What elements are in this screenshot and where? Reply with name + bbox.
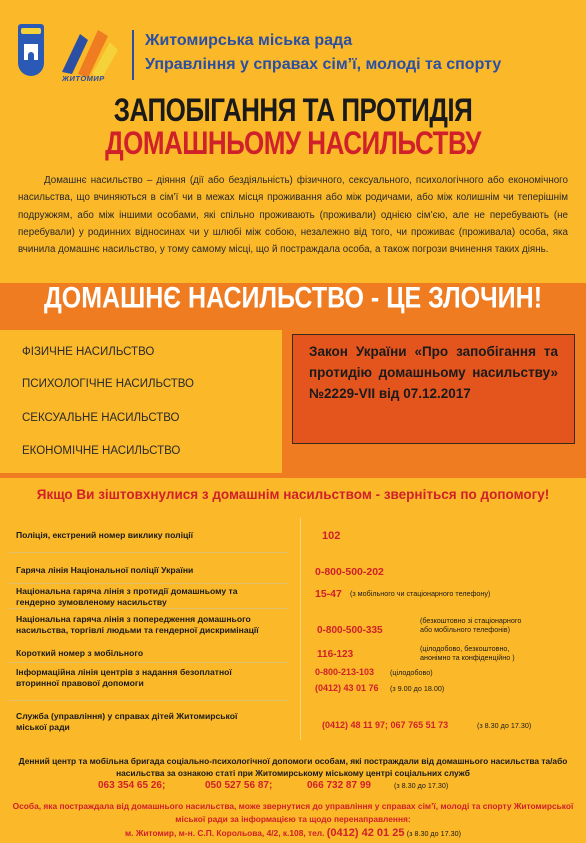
day-center-phone-2[interactable]: 050 527 56 87; [205,780,273,791]
row-divider [8,700,288,701]
national-label: Національна гаряча лінія з протидії домашньому та гендерно зумовленому насильству [16,586,238,607]
npu-label: Гаряча лінія Національної поліції України [16,565,194,575]
legal-aid-note: (цілодобово) [390,668,433,677]
prevention-phone[interactable]: 0-800-500-335 [317,625,383,636]
header-divider [132,30,134,80]
legal-aid-label: Інформаційна лінія центрів з надання безоплатної вторинної правової допомоги [16,667,232,688]
address-text: м. Житомир, м-н. С.П. Корольова, 4/2, к.108, тел. [124,828,325,838]
national-phone[interactable]: 15-47 [315,588,342,600]
violence-type-economic: ЕКОНОМІЧНЕ НАСИЛЬСТВО [22,445,181,457]
title-line2: ДОМАШНЬОМУ НАСИЛЬСТВУ [105,124,481,162]
definition-paragraph: Домашнє насильство – діяння (дії або бездіяльність) фізичного, сексуального, психологічного або економічного насильства, що вчиняються в сім’ї чи в межах місця проживання або між родичами, або між колишнім чи теперішнім подружжям, або між іншими особами, які спільно проживають (проживали) однією сім’єю, але не перебувають (не перебували) у родинних відносинах чи у шлюбі між собою, незалежно від того, чи проживає (проживала) особа, яка вчинила домашнє насильство, у тому самому місці, що й постраждала особа, а також погрози вчинення таких діянь. [18,175,568,256]
day-center-hours: (з 8.30 до 17.30) [394,781,449,790]
violence-type-physical: ФІЗИЧНЕ НАСИЛЬСТВО [22,346,155,358]
address-hours: (з 8.30 до 17.30) [406,829,462,838]
child-service-phone[interactable]: (0412) 48 11 97; 067 765 51 73 [322,720,449,730]
police-phone[interactable]: 102 [322,530,341,542]
short-note-2: анонімно та конфіденційно ) [420,653,515,662]
address-line [0,827,586,839]
police-label: Поліція, екстрений номер виклику поліції [16,530,194,540]
row-divider [8,583,288,584]
child-service-note: (з 8.30 до 17.30) [477,721,532,730]
child-service-label: Служба (управління) у справах дітей Житомирської міської ради [16,711,238,732]
national-note: (з мобільного чи стаціонарного телефону) [350,589,491,598]
day-center-phone-3[interactable]: 066 732 87 99 [307,780,371,791]
short-number-phone[interactable]: 116-123 [317,649,354,660]
prevention-note-1: (безкоштовно зі стаціонарного [420,616,522,625]
legal-aid-note-2: (з 9.00 до 18.00) [390,684,445,693]
row-divider [8,608,288,609]
violence-type-psychological: ПСИХОЛОГІЧНЕ НАСИЛЬСТВО [22,378,195,390]
short-number-label: Короткий номер з мобільного [16,648,144,658]
title-line1: ЗАПОБІГАННЯ ТА ПРОТИДІЯ [113,91,473,129]
column-divider [300,518,301,740]
row-divider [8,662,288,663]
legal-aid-phone-2[interactable]: (0412) 43 01 76 [315,683,379,693]
logo-text: ЖИТОМИР [62,74,105,83]
legal-aid-phone[interactable]: 0-800-213-103 [315,667,375,677]
row-divider [8,552,288,553]
npu-phone[interactable]: 0-800-500-202 [315,566,384,578]
org-name: Житомирська міська рада [145,32,353,49]
short-note-1: (цілодобово, безкоштовно, [420,644,510,653]
header [0,0,586,88]
slogan: ДОМАШНЄ НАСИЛЬСТВО - ЦЕ ЗЛОЧИН! [43,281,543,315]
org-department: Управління у справах сім’ї, молоді та спорту [145,56,502,73]
law-text: Закон України «Про запобігання та протидію домашньому насильству» №2229-VII від 07.12.2017 [309,344,558,401]
help-heading: Якщо Ви зіштовхнулися з домашнім насильством - зверніться по допомогу! [36,487,550,502]
day-center-phone-1[interactable]: 063 354 65 26; [98,780,166,791]
violence-type-sexual: СЕКСУАЛЬНЕ НАСИЛЬСТВО [22,412,180,424]
referral-text: Особа, яка постраждала від домашнього насильства, може звернутися до управління у справах сім’ї, молоді та спорту Житомирської міської ради за інформацією та щодо перенаправлення: [12,801,574,824]
zhytomyr-logo-icon [58,22,126,82]
day-center-text: Денний центр та мобільна бригада соціально-психологічної допомоги особам, які постраждали від домашнього насильства та/або насильства за ознакою статі при Житомирському міському центрі соціальних служб [18,756,568,778]
city-crest-icon [18,24,44,76]
prevention-label: Національна гаряча лінія з попередження домашнього насильства, торгівлі людьми та гендерної дискримінації [16,614,259,635]
prevention-note-2: або мобільного телефонів) [420,625,510,634]
address-phone[interactable]: (0412) 42 01 25 [326,827,405,839]
law-box [292,334,575,444]
